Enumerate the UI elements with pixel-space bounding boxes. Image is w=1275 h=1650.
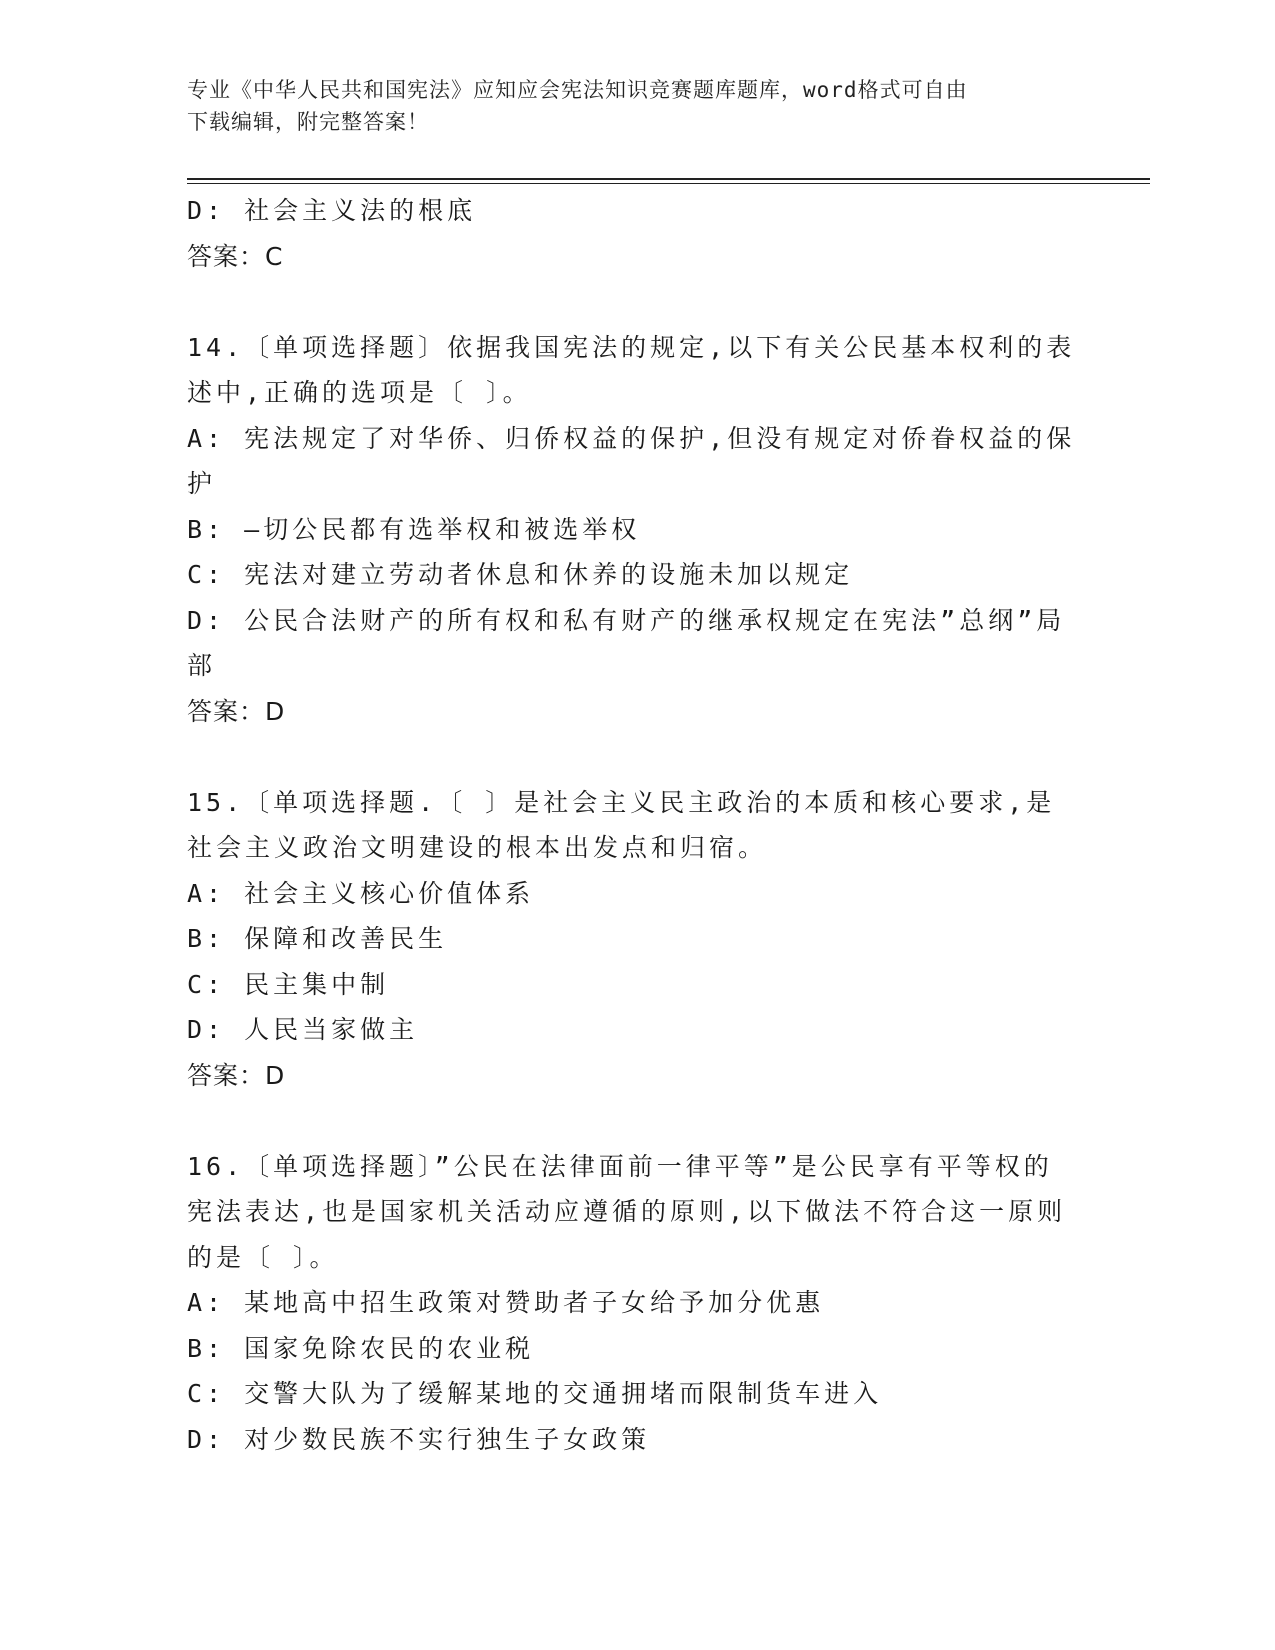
q14-option-a-line-1: A: 宪法规定了对华侨、归侨权益的保护,但没有规定对侨眷权益的保 [187, 423, 1076, 453]
q14-stem-line-1: 14.〔单项选择题〕依据我国宪法的规定,以下有关公民基本权利的表 [187, 332, 1076, 362]
q14-option-d-line-1: D: 公民合法财产的所有权和私有财产的继承权规定在宪法”总纲”局 [187, 605, 1066, 635]
q16-option-b: B: 国家免除农民的农业税 [187, 1333, 535, 1363]
question-13-tail [187, 188, 1087, 279]
q16-option-d: D: 对少数民族不实行独生子女政策 [187, 1424, 651, 1454]
q15-answer: 答案：D [187, 1060, 286, 1090]
header-rule-thick [187, 178, 1150, 180]
spacer [187, 279, 1087, 325]
q16-option-a: A: 某地高中招生政策对赞助者子女给予加分优惠 [187, 1288, 825, 1317]
q14-stem-line-2: 述中,正确的选项是〔 〕。 [187, 378, 532, 407]
header-line-2: 下载编辑，附完整答案！ [187, 110, 429, 134]
question-16 [187, 1144, 1087, 1463]
spacer [187, 1098, 1087, 1144]
q14-option-a-line-2: 护 [187, 469, 217, 498]
question-list [187, 188, 1087, 1462]
q16-stem-line-2: 宪法表达,也是国家机关活动应遵循的原则,以下做法不符合这一原则 [187, 1197, 1067, 1226]
q15-stem-line-1: 15.〔单项选择题.〔 〕是社会主义民主政治的本质和核心要求,是 [187, 787, 1056, 817]
question-15 [187, 780, 1087, 1099]
q13-option-d: D: 社会主义法的根底 [187, 196, 477, 225]
q16-stem-line-3: 的是〔 〕。 [187, 1242, 339, 1272]
q15-option-c: C: 民主集中制 [187, 969, 390, 999]
q14-option-b: B: —切公民都有选举权和被选举权 [187, 514, 641, 544]
q15-option-b: B: 保障和改善民生 [187, 924, 448, 953]
spacer [187, 734, 1087, 780]
q16-stem-line-1: 16.〔单项选择题〕”公民在法律面前一律平等”是公民享有平等权的 [187, 1151, 1053, 1181]
q15-stem-line-2: 社会主义政治文明建设的根本出发点和归宿。 [187, 833, 768, 862]
q16-option-c: C: 交警大队为了缓解某地的交通拥堵而限制货车进入 [187, 1379, 883, 1408]
q15-option-a: A: 社会主义核心价值体系 [187, 878, 535, 908]
q14-option-d-line-2: 部 [187, 651, 217, 680]
q15-option-d: D: 人民当家做主 [187, 1015, 419, 1044]
question-14 [187, 325, 1087, 735]
header-line-1: 专业《中华人民共和国宪法》应知应会宪法知识竞赛题库题库，word格式可自由 [187, 78, 968, 102]
header-rule-thin [187, 183, 1150, 184]
q14-answer: 答案：D [187, 696, 286, 726]
q13-answer: 答案：C [187, 241, 284, 271]
q14-option-c: C: 宪法对建立劳动者休息和休养的设施未加以规定 [187, 560, 854, 589]
document-header [187, 74, 1067, 138]
